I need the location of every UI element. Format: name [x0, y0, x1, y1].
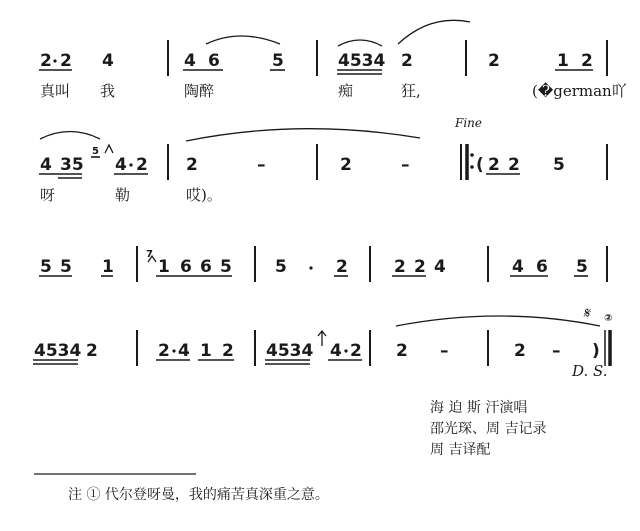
note: 2: [414, 257, 426, 277]
fine-marking: Fine: [455, 116, 482, 130]
note: 4534: [34, 341, 82, 361]
footnote: 注 ① 代尔登呀曼，我的痛苦真深重之意。: [68, 487, 329, 503]
lyric: 勒: [115, 186, 131, 204]
note: 4: [115, 155, 127, 175]
note: 2: [340, 155, 352, 175]
lyric: (�german吖: [532, 82, 627, 100]
slur: [338, 40, 382, 46]
score-row-2: [39, 116, 607, 204]
score-row-1: [39, 20, 627, 100]
ds-marking: D. S.: [572, 362, 608, 380]
grace-note: 5: [92, 146, 99, 157]
lyric: 我: [100, 82, 116, 100]
slur: [396, 316, 600, 326]
note: 4: [178, 341, 190, 361]
note: 1: [200, 341, 212, 361]
ornament: [318, 331, 326, 346]
slur: [40, 132, 100, 140]
note: 2: [136, 155, 148, 175]
paren: ): [592, 341, 600, 361]
note: 6: [200, 257, 212, 277]
score-row-4: [33, 304, 612, 380]
note: 5: [576, 257, 588, 277]
note: 1: [102, 257, 114, 277]
note: 1: [158, 257, 170, 277]
note: 2: [186, 155, 198, 175]
note: 35: [60, 155, 84, 175]
note: 5: [275, 257, 287, 277]
lyric: 真叫: [40, 82, 71, 100]
note: 4: [40, 155, 52, 175]
note: 2: [401, 51, 413, 71]
note: 5: [60, 257, 72, 277]
grace-note: 7: [146, 249, 153, 260]
segno-footnote-mark: ②: [604, 313, 613, 324]
slur: [398, 20, 470, 44]
note: 2: [40, 51, 52, 71]
slur: [206, 36, 280, 44]
note: 6: [180, 257, 192, 277]
lyric: 陶醉: [184, 82, 215, 100]
paren: (: [476, 155, 484, 175]
note: 4: [330, 341, 342, 361]
note: 5: [220, 257, 232, 277]
note: 2: [488, 51, 500, 71]
dash: –: [440, 341, 449, 361]
note: 4: [184, 51, 196, 71]
note: 6: [536, 257, 548, 277]
note: 2: [488, 155, 500, 175]
lyric: 狂,: [401, 82, 421, 100]
credit-translator: 周 吉译配: [430, 442, 491, 458]
note: 5: [553, 155, 565, 175]
note: 5: [40, 257, 52, 277]
note: 4: [102, 51, 114, 71]
note: 4: [434, 257, 446, 277]
note: 2: [350, 341, 362, 361]
note: 4534: [338, 51, 386, 71]
slur: [186, 129, 420, 141]
note: 6: [208, 51, 220, 71]
note: 2: [86, 341, 98, 361]
lyric: 哎)。: [186, 186, 222, 204]
note: 4534: [266, 341, 314, 361]
note: 2: [581, 51, 593, 71]
lyric: 呀: [40, 186, 56, 204]
dash: –: [257, 155, 266, 175]
credit-recorder: 邵光琛、周 吉记录: [430, 421, 547, 437]
note: 1: [557, 51, 569, 71]
segno-sign: 𝄋: [583, 304, 590, 322]
dash: –: [401, 155, 410, 175]
note: 5: [272, 51, 284, 71]
note: 4: [512, 257, 524, 277]
note: 2: [394, 257, 406, 277]
lyric: 痴: [338, 82, 354, 100]
note: 2: [514, 341, 526, 361]
note: 2: [222, 341, 234, 361]
note: 2: [508, 155, 520, 175]
dash: –: [552, 341, 561, 361]
note: 2: [158, 341, 170, 361]
note: 2: [60, 51, 72, 71]
note: 2: [336, 257, 348, 277]
credit-performer: 海 迫 斯 汗演唱: [430, 400, 528, 416]
note: 2: [396, 341, 408, 361]
score-row-3: [39, 246, 607, 282]
ornament: [105, 145, 113, 153]
